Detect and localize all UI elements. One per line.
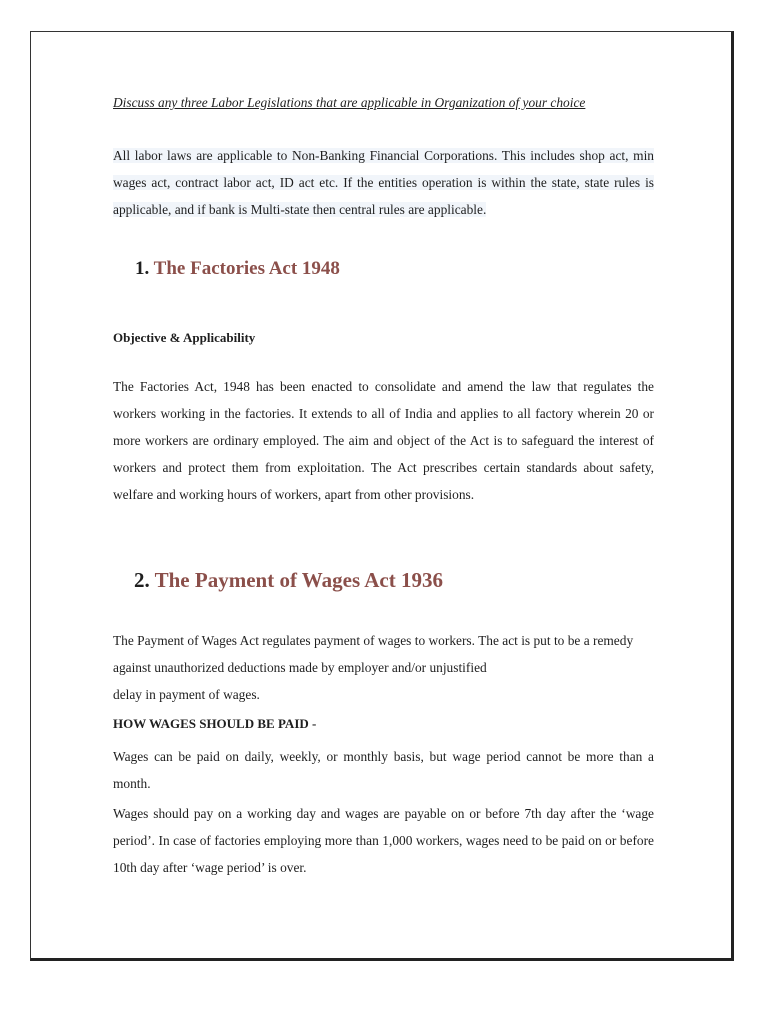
section2-heading [134,566,443,594]
section2-body-line1: The Payment of Wages Act regulates payment of wages to workers. The act is put to be a remedy against unauthorized deductions made by employer and/or unjustified [113,633,634,675]
question-title: Discuss any three Labor Legislations that are applicable in Organization of your choice [113,95,586,110]
intro-text: All labor laws are applicable to Non-Banking Financial Corporations. This includes shop act, min wages act, contract labor act, ID act etc. If the entities operation is within the state, state rules is applicable, and if bank is Multi-state then central rules are applicable. [113,148,654,217]
section1-number: 1. [135,258,150,279]
section2-title: The Payment of Wages Act 1936 [154,568,443,592]
section2-body-line2: delay in payment of wages. [113,687,260,702]
section1-body: The Factories Act, 1948 has been enacted to consolidate and amend the law that regulates the workers working in the factories. It extends to all of India and applies to all factory wherein 20 or more workers are ordinary employed. The aim and object of the Act is to safeguard the interest of workers and protect them from exploitation. The Act prescribes certain standards about safety, welfare and working hours of workers, apart from other provisions. [113,379,654,502]
section2-paragraph2: Wages can be paid on daily, weekly, or monthly basis, but wage period cannot be more than a month. [113,749,654,791]
intro-paragraph [113,142,654,223]
section1-subheading: Objective & Applicability [113,330,256,345]
section2-paragraph3: Wages should pay on a working day and wages are payable on or before 7th day after the ‘wage period’. In case of factories employing more than 1,000 workers, wages need to be paid on or before 10th day after ‘wage period’ is over. [113,806,654,875]
section2-subheading: HOW WAGES SHOULD BE PAID - [113,716,317,731]
section1-heading [135,256,340,282]
section1-title: The Factories Act 1948 [153,258,340,279]
section2-number: 2. [134,568,150,592]
